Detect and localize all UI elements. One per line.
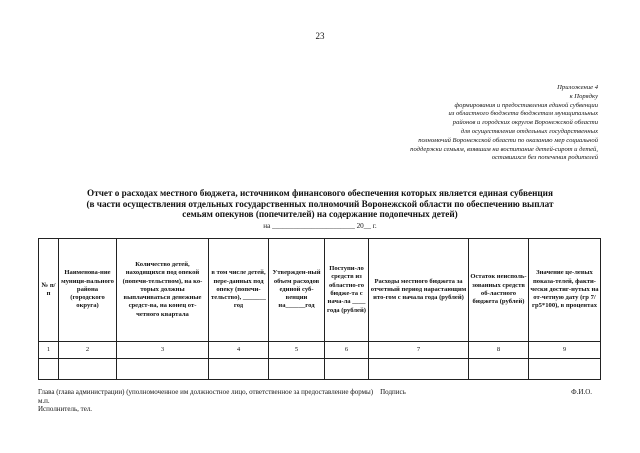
- column-number: 6: [325, 342, 369, 359]
- column-number: 9: [529, 342, 601, 359]
- report-title: [0, 188, 640, 220]
- column-number: 1: [39, 342, 59, 359]
- column-number-row: [39, 342, 601, 359]
- column-number: 8: [469, 342, 529, 359]
- column-number: 4: [209, 342, 269, 359]
- signature-name-label: Ф.И.О.: [571, 388, 592, 396]
- appendix-line: Приложение 4: [557, 84, 598, 91]
- executor-label: Исполнитель, тел.: [38, 405, 93, 413]
- header-cell-number: № п/п: [39, 239, 59, 342]
- report-title-line: (в части осуществления отдельных государственных полномочий Воронежской области по обеспечению выплат: [86, 198, 554, 209]
- table-cell: [529, 359, 601, 380]
- report-title-line: Отчет о расходах местного бюджета, источником финансового обеспечения которых является единая субвенция: [87, 188, 553, 198]
- column-number: 7: [369, 342, 469, 359]
- header-cell-district: Наименова-ние муници-пального района (городского округа): [59, 239, 117, 342]
- appendix-line: полномочий Воронежской области по оказанию мер социальной: [418, 136, 598, 144]
- table-cell: [39, 359, 59, 380]
- appendix-line: к Порядку: [569, 92, 598, 100]
- header-cell-received: Поступи-ло средств из областно-го бюдже-та с нача-ла ____ года (рублей): [325, 239, 369, 342]
- table-cell: [325, 359, 369, 380]
- column-number: 5: [269, 342, 325, 359]
- appendix-line: поддержки семьям, взявшим на воспитание детей-сирот и детей,: [410, 145, 598, 153]
- header-cell-remainder: Остаток неисполь-зованных средств об-ластного бюджета (рублей): [469, 239, 529, 342]
- header-cell-transferred: в том числе детей, пере-данных под опеку (попечи-тельство), _______ год: [209, 239, 269, 342]
- appendix-line: оставшихся без попечения родителей: [491, 154, 598, 162]
- appendix-line: формирования и предоставления единой субвенции: [454, 101, 598, 109]
- header-cell-approved-volume: Утвержден-ный объем расходов единой суб-венции на______год: [269, 239, 325, 342]
- report-title-line: семьям опекунов (попечителей) на содержание подопечных детей): [182, 209, 458, 220]
- header-cell-children-count: Количество детей, находящихся под опекой (попечи-тельством), на ко-торых должны выплачиваться денежные средст-ва, на конец от-четного квартала: [117, 239, 209, 342]
- signature-label: [38, 388, 406, 397]
- appendix-block: [268, 84, 598, 163]
- header-cell-target-values: Значение це-левых показа-телей, факти-чески достиг-нутых на от-четную дату (гр 7/гр5*100), в процентах: [529, 239, 601, 342]
- appendix-line: из областного бюджета бюджетам муниципальных: [448, 110, 598, 118]
- table-cell: [269, 359, 325, 380]
- signature-role: Глава (глава администрации) (уполномоченное им должностное лицо, ответственное за предоставление формы): [38, 388, 374, 396]
- report-date-line: на _______________________ 20__ г.: [263, 222, 377, 230]
- column-number: 3: [117, 342, 209, 359]
- signature-field-label: Подпись: [380, 388, 406, 396]
- table-header-row: [39, 239, 601, 342]
- table-row: [39, 359, 601, 380]
- appendix-line: для осуществления отдельных государственных: [460, 127, 598, 135]
- header-cell-expenses: Расходы местного бюджета за отчетный период нарастающим ито-гом с начала года (рублей): [369, 239, 469, 342]
- appendix-line: районов и городских округов Воронежской области: [452, 119, 598, 127]
- column-number: 2: [59, 342, 117, 359]
- report-table: [38, 238, 601, 380]
- table-cell: [369, 359, 469, 380]
- table-cell: [469, 359, 529, 380]
- page-number: 23: [315, 31, 325, 41]
- table-cell: [209, 359, 269, 380]
- table-cell: [59, 359, 117, 380]
- table-cell: [117, 359, 209, 380]
- stamp-place-label: м.п.: [38, 397, 50, 405]
